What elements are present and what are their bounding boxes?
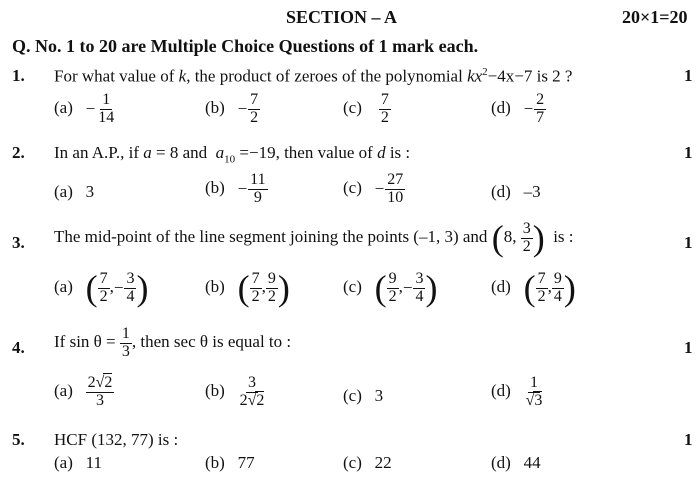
question-number: 5. — [12, 430, 25, 449]
option-c[interactable]: (c) ( $\frac{9}{2}$ ,− $\frac{3}{4}$ ) — [343, 268, 438, 308]
question-text: In an A.P., if a = 8 and $a_{10} =-19$, then value of d is : — [54, 143, 411, 166]
question-number: 2. — [12, 143, 25, 162]
option-d[interactable]: (d) ( $\frac{7}{2}$ , $\frac{9}{4}$ ) — [491, 268, 576, 308]
option-b[interactable]: (b) − $\frac{11}{9}$ — [205, 171, 266, 206]
option-b[interactable]: (b) − $\frac{7}{2}$ — [205, 91, 259, 126]
option-b[interactable]: (b) ( $\frac{7}{2}$ , $\frac{9}{2}$ ) — [205, 268, 290, 308]
question-number: 1. — [12, 66, 25, 85]
question-text: HCF (132, 77) is : — [54, 430, 179, 449]
option-a[interactable]: (a) $\frac{2√2}{3}$ — [54, 374, 113, 409]
question-marks: 1 — [684, 233, 693, 252]
question-text: The mid-point of the line segment joining the points (–1, 3) and (8, $\frac{3}{2}$ ) is : — [54, 218, 574, 258]
question-marks: 1 — [684, 338, 693, 357]
option-c[interactable]: (c) 22 — [343, 453, 392, 472]
option-a[interactable]: (a) ( $\frac{7}{2}$ ,− $\frac{3}{4}$ ) — [54, 268, 149, 308]
option-c[interactable]: (c) $\frac{7}{2}$ — [343, 91, 389, 126]
question-number: 3. — [12, 233, 25, 252]
option-b[interactable]: (b) 77 — [205, 453, 255, 472]
option-b[interactable]: (b) $\frac{3}{2√2}$ — [205, 374, 265, 409]
option-d[interactable]: (d) –3 — [491, 182, 541, 201]
question-marks: 1 — [684, 430, 693, 449]
option-d[interactable]: (d) 44 — [491, 453, 541, 472]
option-c[interactable]: (c) 3 — [343, 386, 384, 405]
question-number: 4. — [12, 338, 25, 357]
option-c[interactable]: (c) − $\frac{27}{10}$ — [343, 171, 404, 206]
question-marks: 1 — [684, 66, 693, 85]
question-text: If sin θ = $\frac{1}{3}$ , then sec θ is equal to : — [54, 325, 292, 360]
option-a[interactable]: (a) 3 — [54, 182, 95, 201]
question-text: For what value of k, the product of zeroes of the polynomial $kx^2-4x-7$ is 2 ? — [54, 66, 573, 86]
question-marks: 1 — [684, 143, 693, 162]
section-title: SECTION – A — [286, 7, 398, 27]
option-d[interactable]: (d) $\frac{1}{√3}$ — [491, 374, 543, 409]
option-a[interactable]: (a) − $\frac{1}{14}$ — [54, 91, 115, 126]
option-a[interactable]: (a) 11 — [54, 453, 102, 472]
total-marks: 20×1=20 — [622, 7, 688, 27]
option-d[interactable]: (d) − $\frac{2}{7}$ — [491, 91, 545, 126]
instruction: Q. No. 1 to 20 are Multiple Choice Questions of 1 mark each. — [12, 36, 479, 56]
